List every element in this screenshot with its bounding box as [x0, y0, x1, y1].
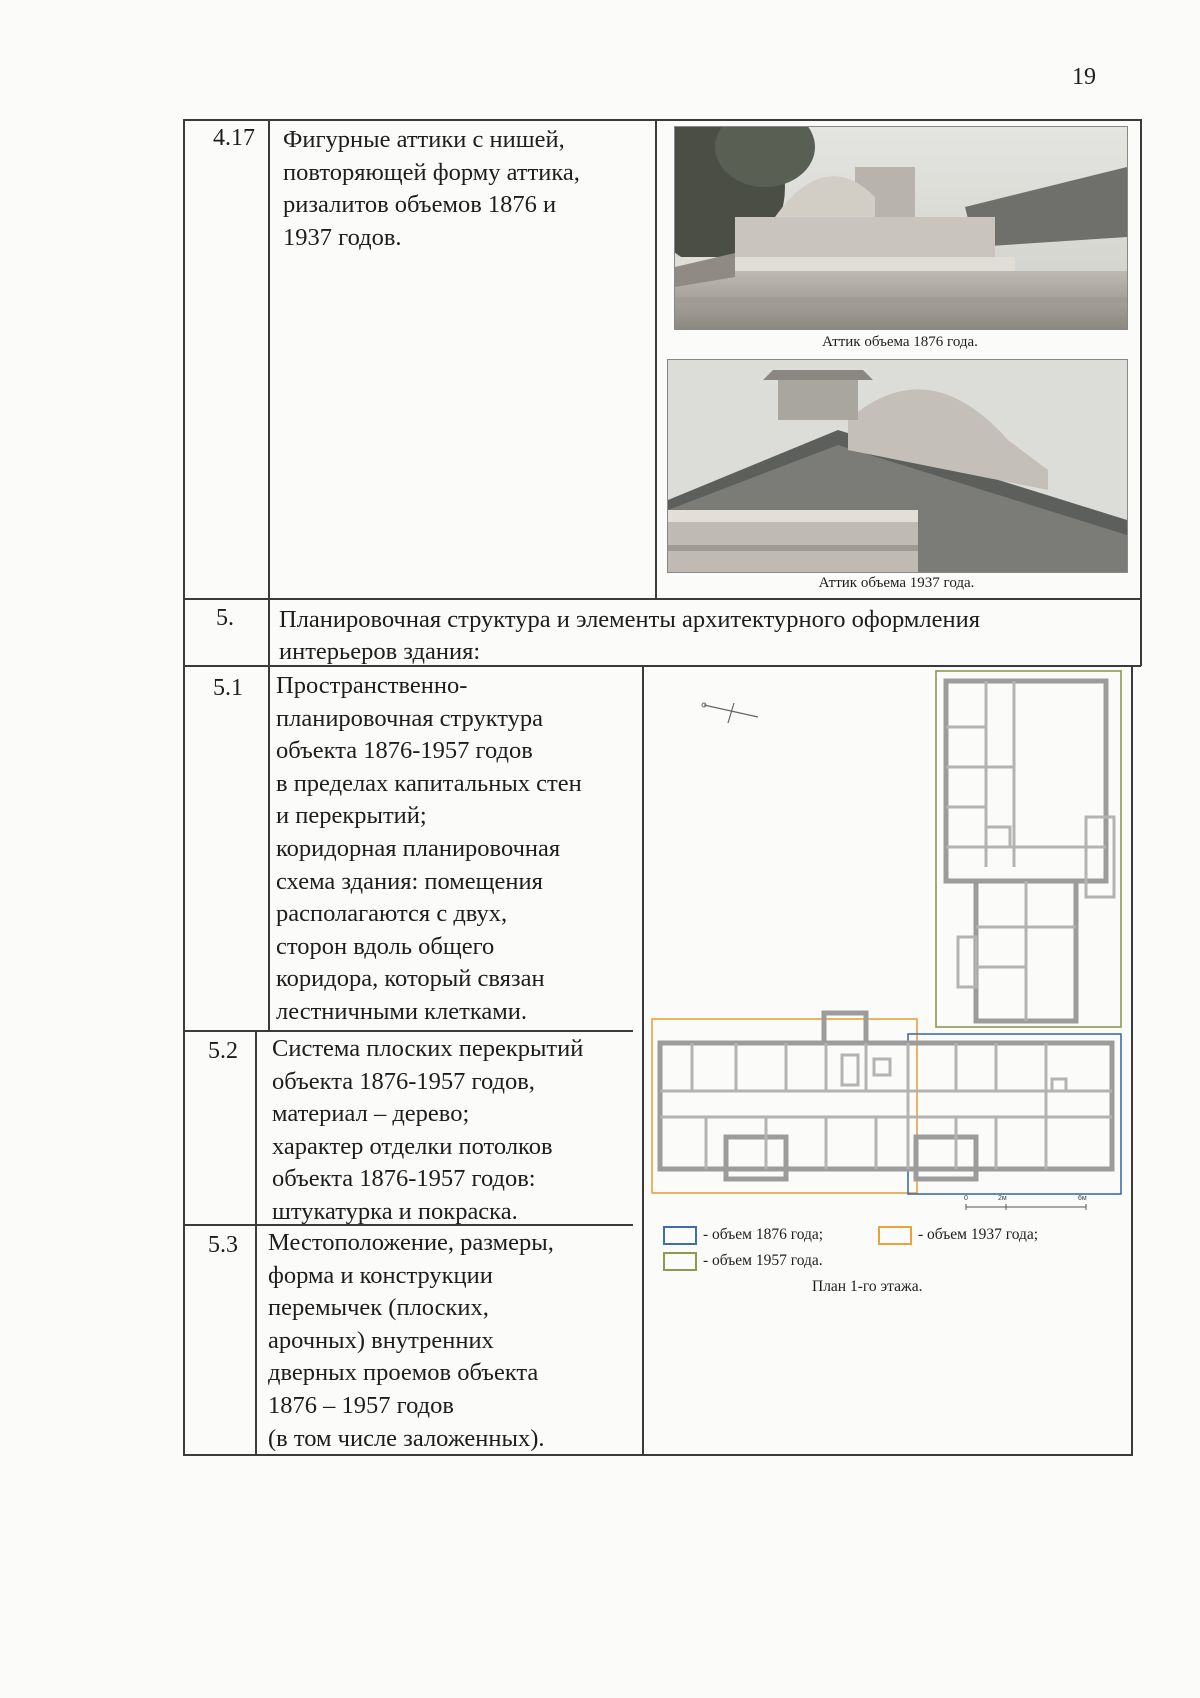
- scale-label: 0: [964, 1195, 968, 1202]
- legend-item-1957: [663, 1252, 823, 1271]
- row-number: 5.1: [213, 675, 243, 701]
- plan-title: План 1-го этажа.: [812, 1278, 923, 1295]
- row-number: 5.2: [208, 1038, 238, 1064]
- floor-plan: [646, 667, 1130, 1227]
- row-text: Пространственно- планировочная структура объекта 1876-1957 годов в пределах капитальных стен и перекрытий; коридорная планировочная схема здания: помещения располагаются с двух, сторон вдоль общего коридора, который связан лестничными клетками.: [276, 672, 582, 1025]
- legend-item-1876: [663, 1226, 823, 1245]
- legend-swatch: [663, 1226, 697, 1245]
- legend-label: - объем 1876 года;: [703, 1226, 824, 1244]
- legend-swatch: [878, 1226, 912, 1245]
- attic-photo-1937: [667, 359, 1128, 573]
- table-rule: [183, 598, 1141, 600]
- row-number: 4.17: [213, 125, 255, 151]
- row-text: Система плоских перекрытий объекта 1876-1957 годов, материал – дерево; характер отделки потолков объекта 1876-1957 годов: штукатурка и покраска.: [272, 1035, 584, 1225]
- table-rule: [183, 119, 185, 1455]
- row-text: Планировочная структура и элементы архитектурного оформления интерьеров здания:: [279, 606, 981, 665]
- table-rule: [268, 119, 270, 1031]
- table-rule: [1140, 119, 1142, 666]
- photo-caption: Аттик объема 1876 года.: [822, 334, 978, 350]
- north-arrow-icon: [702, 703, 758, 723]
- row-number: 5.3: [208, 1232, 238, 1258]
- row-number: 5.: [216, 605, 234, 631]
- scale-label: 6м: [1078, 1195, 1087, 1202]
- row-text: Местоположение, размеры, форма и конструкции перемычек (плоских, арочных) внутренних дверных проемов объекта 1876 – 1957 годов (в том числе заложенных).: [268, 1229, 554, 1452]
- legend-item-1937: [878, 1226, 1038, 1245]
- table-rule: [1131, 665, 1133, 1455]
- table-rule: [642, 665, 644, 1455]
- scale-label: 2м: [998, 1195, 1007, 1202]
- outline-1957: [936, 671, 1121, 1027]
- page-number: 19: [1072, 64, 1096, 90]
- scale-bar: [964, 1195, 1087, 1210]
- row-text: Фигурные аттики с нишей, повторяющей форму аттика, ризалитов объемов 1876 и 1937 годов.: [283, 126, 580, 251]
- legend-label: - объем 1957 года.: [703, 1252, 823, 1270]
- attic-photo-1876: [674, 126, 1128, 330]
- table-rule: [183, 119, 1141, 121]
- floor-plan-drawing: [646, 667, 1130, 1227]
- legend-swatch: [663, 1252, 697, 1271]
- photo-caption: Аттик объема 1937 года.: [818, 575, 975, 591]
- table-rule: [655, 119, 657, 599]
- table-rule: [183, 1030, 633, 1032]
- legend-label: - объем 1937 года;: [918, 1226, 1039, 1244]
